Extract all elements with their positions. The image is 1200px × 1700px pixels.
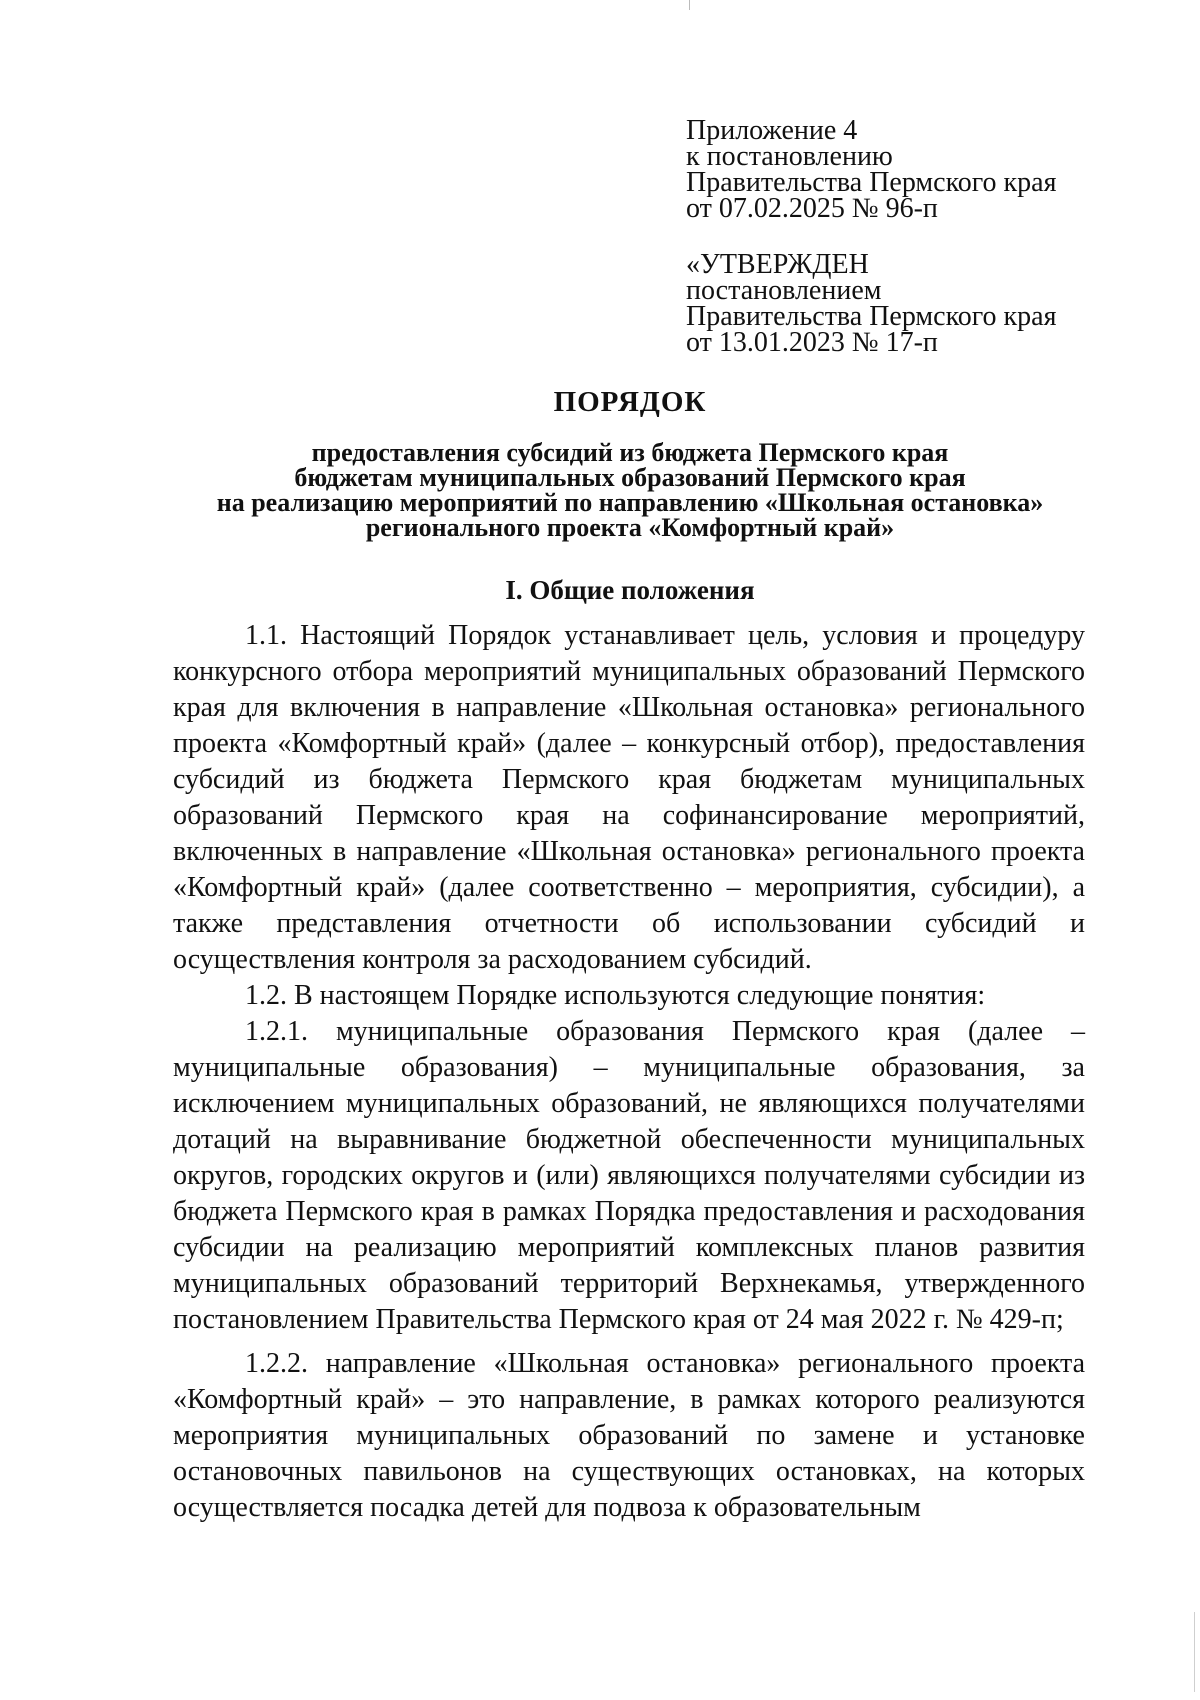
paragraph: 1.2. В настоящем Порядке используются следующие понятия: — [245, 980, 986, 1011]
annex-line: к постановлению — [686, 141, 893, 172]
body-text — [173, 618, 1085, 1526]
approved-line: «УТВЕРЖДЕН — [686, 249, 869, 280]
document-title: ПОРЯДОК — [553, 386, 707, 418]
paragraph: 1.2.2. направление «Школьная остановка» регионального проекта «Комфортный край» – это направление, в рамках которого реализуются мероприятия муниципальных образований по замене и установке остановочных павильонов на существующих остановках, на которых осуществляется посадка детей для подвоза к образовательным — [173, 1348, 1085, 1523]
document-subtitle — [0, 440, 1200, 540]
subtitle-line: бюджетам муниципальных образований Пермского края — [294, 463, 966, 492]
subtitle-line: на реализацию мероприятий по направлению «Школьная остановка» — [216, 488, 1044, 517]
annex-line: Правительства Пермского края — [686, 167, 1057, 198]
subtitle-line: предоставления субсидий из бюджета Пермского края — [311, 438, 949, 467]
title-block — [0, 382, 1200, 608]
annex-block — [686, 115, 1057, 358]
annex-gap — [686, 222, 1056, 252]
subtitle-line: регионального проекта «Комфортный край» — [365, 513, 895, 542]
approved-line: постановлением — [686, 275, 882, 306]
section-title: I. Общие положения — [505, 575, 755, 605]
paragraph: 1.1. Настоящий Порядок устанавливает цель, условия и процедуру конкурсного отбора мероприятий муниципальных образований Пермского края для включения в направление «Школьная остановка» регионального проекта «Комфортный край» (далее – конкурсный отбор), предоставления субсидий из бюджета Пермского края бюджетам муниципальных образований Пермского края на софинансирование мероприятий, включенных в направление «Школьная остановка» регионального проекта «Комфортный край» (далее соответственно – мероприятия, субсидии), а также представления отчетности об использовании субсидий и осуществления контроля за расходованием субсидий. — [173, 620, 1085, 975]
annex-line: Приложение 4 — [686, 115, 858, 146]
approved-line: от 13.01.2023 № 17-п — [686, 327, 938, 358]
annex-line: от 07.02.2025 № 96-п — [686, 193, 938, 224]
scan-artifact-bottom — [1194, 1612, 1195, 1692]
scan-artifact-top — [689, 0, 690, 10]
approved-line: Правительства Пермского края — [686, 301, 1057, 332]
paragraph: 1.2.1. муниципальные образования Пермского края (далее – муниципальные образования) – муниципальные образования, за исключением муниципальных образований, не являющихся получателями дотаций на выравнивание бюджетной обеспеченности муниципальных округов, городских округов и (или) являющихся получателями субсидии из бюджета Пермского края в рамках Порядка предоставления и расходования субсидии на реализацию мероприятий комплексных планов развития муниципальных образований территорий Верхнекамья, утвержденного постановлением Правительства Пермского края от 24 мая 2022 г. № 429-п; — [173, 1016, 1085, 1335]
